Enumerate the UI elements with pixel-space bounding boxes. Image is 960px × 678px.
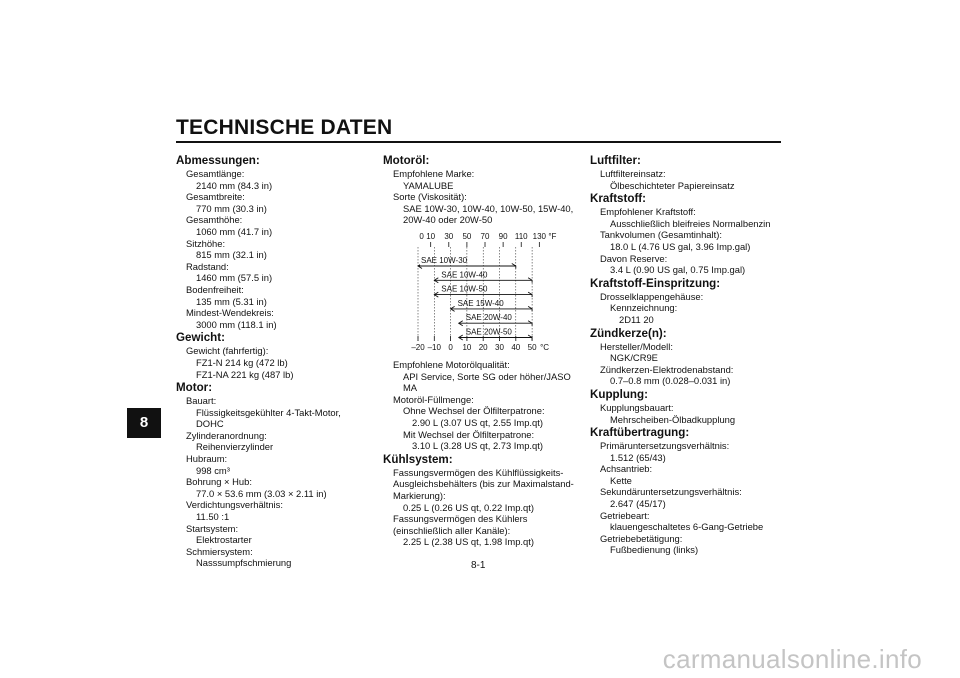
value-getriebeart: klauengeschaltetes 6-Gang-Getriebe — [610, 521, 764, 533]
label-schmiersystem: Schmiersystem: — [186, 545, 253, 557]
value-ohne-wechsel: 2.90 L (3.07 US qt, 2.55 Imp.qt) — [412, 416, 543, 428]
label-zylinderanordnung: Zylinderanordnung: — [186, 429, 267, 441]
fahrenheit-unit-label: °F — [548, 231, 557, 241]
value-primaer: 1.512 (65/43) — [610, 451, 666, 463]
viscosity-series-label: SAE 20W-40 — [465, 313, 512, 323]
label-drosselklappe: Drosselklappengehäuse: — [600, 290, 704, 302]
heading-abmessungen: Abmessungen: — [176, 154, 260, 167]
viscosity-chart — [383, 230, 578, 356]
value-wendekreis: 3000 mm (118.1 in) — [196, 318, 277, 330]
label-radstand: Radstand: — [186, 260, 229, 272]
viscosity-series-label: SAE 20W-50 — [465, 327, 512, 337]
fahrenheit-tick-label: 30 — [444, 231, 454, 241]
heading-zuendkerze: Zündkerze(n): — [590, 326, 667, 340]
fahrenheit-tick-label: 130 — [532, 231, 547, 241]
value-mit-wechsel: 3.10 L (3.28 US qt, 2.73 Imp.qt) — [412, 440, 543, 452]
label-ausgleich-3: Markierung): — [393, 489, 446, 501]
value-zylinderanordnung: Reihenvierzylinder — [196, 441, 274, 453]
viscosity-series-label: SAE 10W-30 — [421, 255, 468, 265]
watermark: carmanualsonline.info — [662, 644, 922, 674]
value-bodenfreiheit: 135 mm (5.31 in) — [196, 295, 267, 307]
label-ohne-wechsel: Ohne Wechsel der Ölfilterpatrone: — [403, 405, 545, 417]
label-startsystem: Startsystem: — [186, 522, 239, 534]
label-gesamtbreite: Gesamtbreite: — [186, 191, 245, 203]
value-hubraum: 998 cm³ — [196, 464, 230, 476]
page-title: TECHNISCHE DATEN — [176, 116, 393, 139]
label-oelqualitaet: Empfohlene Motorölqualität: — [393, 358, 510, 370]
fahrenheit-tick-label: 90 — [498, 231, 508, 241]
value-oelqualitaet-1: API Service, Sorte SG oder höher/JASO — [403, 370, 571, 382]
label-gesamthoehe: Gesamthöhe: — [186, 214, 243, 226]
label-verdichtung: Verdichtungsverhältnis: — [186, 499, 283, 511]
value-empf-kraftstoff: Ausschließlich bleifreies Normalbenzin — [610, 217, 771, 229]
label-luftfiltereinsatz: Luftfiltereinsatz: — [600, 168, 666, 179]
label-fuellmenge: Motoröl-Füllmenge: — [393, 393, 474, 405]
value-startsystem: Elektrostarter — [196, 534, 252, 546]
celsius-tick-label: 30 — [495, 342, 504, 352]
value-verdichtung: 11.50 :1 — [196, 511, 230, 523]
fahrenheit-tick-label: 70 — [480, 231, 490, 241]
label-tankvolumen: Tankvolumen (Gesamtinhalt): — [600, 229, 722, 241]
column-middle — [383, 153, 578, 548]
label-kennzeichnung: Kennzeichnung: — [610, 302, 678, 314]
label-hersteller: Hersteller/Modell: — [600, 340, 673, 352]
heading-luftfilter: Luftfilter: — [590, 154, 641, 167]
label-kupplungsbauart: Kupplungsbauart: — [600, 401, 674, 413]
value-kennzeichnung: 2D11 20 — [619, 313, 654, 325]
celsius-tick-label: 50 — [527, 342, 537, 352]
label-empf-kraftstoff: Empfohlener Kraftstoff: — [600, 206, 696, 218]
value-gesamthoehe: 1060 mm (41.7 in) — [196, 225, 273, 237]
value-schmiersystem: Nasssumpfschmierung — [196, 557, 292, 569]
label-wendekreis: Mindest-Wendekreis: — [186, 307, 274, 319]
label-gesamtlaenge: Gesamtlänge: — [186, 168, 245, 179]
value-bohrung-hub: 77.0 × 53.6 mm (3.03 × 2.11 in) — [196, 487, 327, 499]
column-left — [176, 153, 366, 569]
value-radstand: 1460 mm (57.5 in) — [196, 272, 273, 284]
label-sorte: Sorte (Viskosität): — [393, 191, 467, 203]
heading-kraftuebertragung: Kraftübertragung: — [590, 426, 690, 440]
celsius-tick-label: –20 — [411, 342, 425, 352]
viscosity-series-label: SAE 10W-50 — [441, 284, 488, 294]
celsius-tick-label: 10 — [462, 342, 472, 352]
value-ausgleich: 0.25 L (0.26 US qt, 0.22 Imp.qt) — [403, 501, 534, 513]
value-gesamtlaenge: 2140 mm (84.3 in) — [196, 179, 273, 191]
column-right — [590, 153, 785, 556]
label-kuehler-2: (einschließlich aller Kanäle): — [393, 524, 511, 536]
heading-gewicht: Gewicht: — [176, 331, 225, 345]
value-sekundaer: 2.647 (45/17) — [610, 498, 666, 510]
heading-kupplung: Kupplung: — [590, 387, 648, 401]
value-kuehler: 2.25 L (2.38 US qt, 1.98 Imp.qt) — [403, 536, 534, 548]
label-bauart: Bauart: — [186, 395, 217, 407]
viscosity-chart-svg — [383, 230, 578, 356]
celsius-tick-label: 0 — [448, 342, 453, 352]
fahrenheit-tick-label: 50 — [462, 231, 472, 241]
label-ausgleich-2: Ausgleichsbehälters (bis zur Maximalstand- — [393, 478, 574, 490]
viscosity-series-label: SAE 10W-40 — [441, 270, 488, 280]
fahrenheit-tick-label: 10 — [426, 231, 436, 241]
label-bodenfreiheit: Bodenfreiheit: — [186, 283, 244, 295]
label-marke: Empfohlene Marke: — [393, 168, 475, 179]
label-sekundaer: Sekundäruntersetzungsverhältnis: — [600, 486, 742, 498]
label-kuehler-1: Fassungsvermögen des Kühlers — [393, 513, 528, 525]
fahrenheit-tick-label: 110 — [514, 231, 528, 241]
value-hersteller: NGK/CR9E — [610, 352, 658, 364]
heading-einspritzung: Kraftstoff-Einspritzung: — [590, 276, 721, 290]
value-elektrodenabstand: 0.7–0.8 mm (0.028–0.031 in) — [610, 375, 731, 387]
value-sorte-2: 20W-40 oder 20W-50 — [403, 214, 493, 226]
celsius-unit-label: °C — [540, 342, 550, 352]
label-ausgleich-1: Fassungsvermögen des Kühlflüssigkeits- — [393, 466, 564, 478]
value-getriebebetaetigung: Fußbedienung (links) — [610, 544, 699, 556]
value-gewicht-n: FZ1-N 214 kg (472 lb) — [196, 356, 288, 368]
value-reserve: 3.4 L (0.90 US gal, 0.75 Imp.gal) — [610, 264, 746, 276]
celsius-tick-label: 40 — [511, 342, 521, 352]
value-bauart: Flüssigkeitsgekühlter 4-Takt-Motor, DOHC — [196, 406, 341, 430]
chapter-tab: 8 — [127, 408, 161, 438]
label-getriebeart: Getriebeart: — [600, 509, 650, 521]
label-hubraum: Hubraum: — [186, 453, 228, 465]
label-sitzhoehe: Sitzhöhe: — [186, 237, 226, 249]
label-reserve: Davon Reserve: — [600, 252, 668, 264]
heading-motoroel: Motoröl: — [383, 154, 430, 167]
label-elektrodenabstand: Zündkerzen-Elektrodenabstand: — [600, 363, 734, 375]
heading-kraftstoff: Kraftstoff: — [590, 192, 647, 206]
value-gewicht-na: FZ1-NA 221 kg (487 lb) — [196, 368, 294, 380]
heading-motor: Motor: — [176, 381, 213, 395]
celsius-tick-label: 20 — [478, 342, 488, 352]
label-achsantrieb: Achsantrieb: — [600, 463, 653, 475]
page-number: 8-1 — [471, 560, 486, 571]
value-achsantrieb: Kette — [610, 474, 632, 486]
value-oelqualitaet-2: MA — [403, 382, 418, 394]
value-sitzhoehe: 815 mm (32.1 in) — [196, 249, 267, 261]
value-kupplungsbauart: Mehrscheiben-Ölbadkupplung — [610, 413, 736, 425]
viscosity-series-label: SAE 15W-40 — [457, 298, 504, 308]
value-sorte-1: SAE 10W-30, 10W-40, 10W-50, 15W-40, — [403, 202, 574, 214]
label-gewicht: Gewicht (fahrfertig): — [186, 345, 269, 357]
value-luftfiltereinsatz: Ölbeschichteter Papiereinsatz — [610, 179, 735, 191]
label-bohrung-hub: Bohrung × Hub: — [186, 476, 252, 488]
celsius-tick-label: –10 — [427, 342, 441, 352]
fahrenheit-tick-label: 0 — [419, 231, 424, 241]
value-tankvolumen: 18.0 L (4.76 US gal, 3.96 Imp.gal) — [610, 240, 751, 252]
label-primaer: Primäruntersetzungsverhältnis: — [600, 440, 730, 452]
heading-kuehlsystem: Kühlsystem: — [383, 452, 453, 466]
label-mit-wechsel: Mit Wechsel der Ölfilterpatrone: — [403, 428, 535, 440]
value-marke: YAMALUBE — [403, 179, 454, 191]
title-rule — [176, 141, 781, 143]
label-getriebebetaetigung: Getriebebetätigung: — [600, 532, 683, 544]
value-gesamtbreite: 770 mm (30.3 in) — [196, 202, 267, 214]
